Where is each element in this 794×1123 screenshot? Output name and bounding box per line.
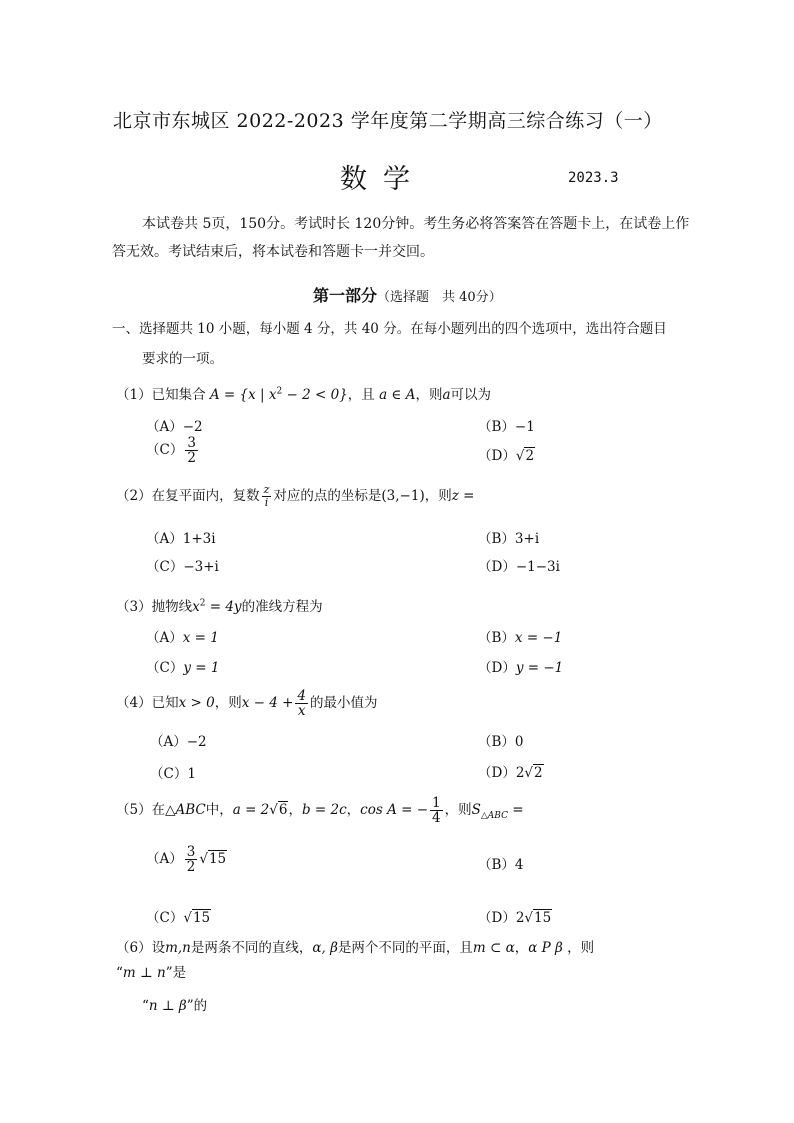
question-1-stem bbox=[116, 383, 491, 403]
question-6-stem bbox=[116, 936, 594, 956]
fraction-denominator: x bbox=[297, 703, 306, 720]
stem-math: m,n bbox=[165, 940, 191, 956]
fraction-denominator: 4 bbox=[432, 810, 441, 827]
option-label: （C） bbox=[150, 766, 188, 782]
q1-option-d bbox=[478, 444, 535, 464]
stem-math: x − 4 + bbox=[241, 695, 294, 712]
stem-math: α P β bbox=[528, 940, 563, 956]
part-title: 第一部分 bbox=[313, 286, 378, 305]
stem-text: 的最小值为 bbox=[310, 695, 378, 712]
option-coefficient: 2 bbox=[515, 765, 525, 781]
stem-math: = 4y bbox=[205, 599, 242, 615]
question-number: （4） bbox=[116, 695, 152, 712]
option-label: （D） bbox=[478, 910, 516, 926]
q4-option-c bbox=[150, 762, 196, 782]
stem-text: 是两条不同的直线， bbox=[190, 940, 313, 956]
stem-math: a = 2 bbox=[232, 802, 270, 819]
stem-text: ，且 bbox=[347, 387, 380, 403]
intro-line-1: 本试卷共 5页，150分。考试时长 120分钟。考生务必将答案答在答题卡上，在试卷上作 bbox=[142, 216, 690, 232]
fraction-denominator: 2 bbox=[186, 859, 196, 876]
stem-text: ，则 bbox=[562, 940, 595, 956]
stem-text: 中， bbox=[205, 802, 233, 819]
stem-text: “ bbox=[116, 965, 123, 981]
stem-text: ”的 bbox=[186, 998, 208, 1014]
stem-text: = bbox=[507, 802, 524, 819]
stem-text: ，则 bbox=[444, 802, 472, 819]
stem-math: a ∈ A bbox=[379, 387, 416, 403]
stem-math: cos A = − bbox=[360, 802, 429, 819]
stem-text: 的准线方程为 bbox=[241, 599, 323, 615]
stem-text: 已知集合 bbox=[151, 387, 210, 403]
question-number: （2） bbox=[116, 488, 152, 504]
q2-option-b bbox=[478, 527, 539, 547]
option-coefficient: 2 bbox=[515, 910, 525, 926]
option-label: （C） bbox=[146, 910, 184, 926]
option-label: （B） bbox=[478, 857, 515, 873]
stem-text: 已知 bbox=[151, 695, 179, 712]
option-label: （C） bbox=[146, 559, 184, 575]
q3-option-c bbox=[146, 656, 219, 676]
part-subtitle: （选择题 共 40分） bbox=[377, 290, 502, 305]
option-label: （B） bbox=[478, 531, 515, 547]
option-label: （A） bbox=[146, 419, 183, 435]
fraction-numerator: 1 bbox=[432, 795, 441, 811]
option-value: −1−3i bbox=[515, 559, 560, 575]
radicand: 15 bbox=[534, 910, 552, 926]
part-heading bbox=[313, 283, 502, 306]
q2-option-a bbox=[146, 527, 216, 547]
question-number: （1） bbox=[116, 387, 152, 403]
subject-title: 数学 bbox=[340, 164, 426, 195]
fraction-numerator: 3 bbox=[187, 435, 196, 451]
stem-exponent: 2 bbox=[199, 598, 206, 609]
option-sqrt: √2 bbox=[515, 448, 535, 464]
fraction-numerator: z bbox=[263, 483, 270, 497]
stem-text: 在复平面内，复数 bbox=[151, 488, 260, 504]
q1-option-a bbox=[146, 415, 203, 435]
stem-math: ABC bbox=[175, 802, 206, 819]
option-value: x = −1 bbox=[514, 630, 563, 646]
option-label: （B） bbox=[478, 630, 515, 646]
stem-math: z = bbox=[451, 488, 475, 504]
option-label: （A） bbox=[146, 851, 183, 868]
stem-math: S bbox=[471, 802, 481, 819]
stem-text: ，则 bbox=[214, 695, 242, 712]
stem-math: α, bbox=[312, 940, 326, 956]
option-value: −2 bbox=[182, 419, 203, 435]
question-5-stem bbox=[116, 796, 524, 825]
stem-text: ，则 bbox=[415, 387, 443, 403]
option-label: （C） bbox=[146, 442, 184, 459]
option-value: −3+i bbox=[183, 559, 219, 575]
stem-text: 在△ bbox=[151, 802, 176, 819]
q3-option-a bbox=[146, 626, 219, 646]
question-3-stem bbox=[116, 595, 323, 615]
question-2-stem bbox=[116, 484, 474, 509]
stem-text: ，则 bbox=[424, 488, 452, 504]
radicand: 2 bbox=[525, 448, 535, 464]
stem-subscript: △ABC bbox=[480, 810, 508, 821]
stem-math: n ⊥ β bbox=[148, 998, 187, 1014]
stem-text: ， bbox=[514, 940, 529, 956]
option-value: 1 bbox=[187, 766, 196, 782]
option-label: （A） bbox=[150, 734, 187, 750]
stem-text: 抛物线 bbox=[151, 599, 193, 615]
stem-text: 是两个不同的平面，且 bbox=[337, 940, 473, 956]
stem-math: (3,−1) bbox=[381, 488, 425, 504]
q5-option-c bbox=[146, 906, 211, 926]
stem-math: A = {x | x bbox=[209, 387, 277, 403]
radicand: 2 bbox=[534, 765, 543, 781]
stem-text: 可以为 bbox=[450, 387, 492, 403]
exam-title: 北京市东城区 2022-2023 学年度第二学期高三综合练习（一） bbox=[113, 110, 663, 132]
fraction-numerator: 4 bbox=[297, 688, 306, 704]
stem-fraction bbox=[295, 689, 308, 718]
exam-date: 2023.3 bbox=[568, 170, 619, 186]
option-fraction bbox=[185, 845, 198, 874]
question-number: （3） bbox=[116, 599, 152, 615]
option-value: 4 bbox=[514, 857, 524, 873]
q4-option-a bbox=[150, 730, 207, 750]
question-number: （6） bbox=[116, 940, 152, 956]
stem-math: − 2 < 0} bbox=[282, 387, 348, 403]
q5-option-a bbox=[146, 845, 227, 874]
q3-option-b bbox=[478, 626, 562, 646]
option-label: （D） bbox=[478, 765, 516, 781]
option-value: 3+i bbox=[514, 531, 540, 547]
stem-fraction bbox=[262, 484, 272, 508]
option-value: x = 1 bbox=[182, 630, 219, 646]
option-sqrt: √15 bbox=[199, 851, 227, 868]
fraction-denominator: i bbox=[264, 496, 269, 509]
radicand: 15 bbox=[192, 910, 211, 926]
stem-math: a bbox=[442, 387, 451, 403]
stem-sqrt: √6 bbox=[269, 802, 288, 819]
option-label: （C） bbox=[146, 660, 184, 676]
option-label: （D） bbox=[478, 448, 516, 464]
stem-math: b = 2c bbox=[301, 802, 347, 819]
q4-option-d bbox=[478, 761, 544, 781]
question-6-line-3 bbox=[142, 994, 207, 1014]
option-value: 1+3i bbox=[182, 531, 216, 547]
option-label: （A） bbox=[146, 531, 183, 547]
radicand: 6 bbox=[278, 802, 288, 819]
stem-math: β bbox=[325, 940, 338, 956]
option-value: y = 1 bbox=[183, 660, 220, 676]
q2-option-c bbox=[146, 555, 219, 575]
q1-option-b bbox=[478, 415, 535, 435]
stem-text: “ bbox=[142, 998, 149, 1014]
section-instruction-line-2: 要求的一项。 bbox=[142, 351, 223, 367]
q3-option-d bbox=[478, 656, 563, 676]
option-label: （A） bbox=[146, 630, 183, 646]
question-6-line-2 bbox=[116, 961, 186, 981]
option-sqrt: √15 bbox=[524, 910, 552, 926]
option-label: （B） bbox=[478, 419, 515, 435]
stem-fraction bbox=[430, 796, 443, 825]
intro-line-2: 答无效。考试结束后，将本试卷和答题卡一并交回。 bbox=[112, 244, 434, 260]
stem-text: 设 bbox=[151, 940, 166, 956]
fraction-numerator: 3 bbox=[186, 844, 196, 860]
option-value: −1 bbox=[514, 419, 535, 435]
option-label: （B） bbox=[478, 734, 515, 750]
stem-math: m ⊂ α bbox=[472, 940, 515, 956]
stem-text: 对应的点的坐标是 bbox=[273, 488, 382, 504]
stem-text: ， bbox=[346, 802, 361, 819]
radicand: 15 bbox=[208, 851, 227, 868]
option-value: 0 bbox=[514, 734, 524, 750]
q1-option-c bbox=[146, 436, 200, 465]
section-instruction-line-1: 一、选择题共 10 小题，每小题 4 分，共 40 分。在每小题列出的四个选项中，选出符合题目 bbox=[112, 321, 667, 337]
stem-text: ”是 bbox=[165, 965, 187, 981]
option-value: y = −1 bbox=[515, 660, 564, 676]
stem-text: ， bbox=[288, 802, 302, 819]
stem-math: x > 0 bbox=[178, 695, 215, 712]
option-label: （D） bbox=[478, 559, 516, 575]
question-4-stem bbox=[116, 689, 378, 718]
stem-math: x bbox=[192, 599, 200, 615]
q2-option-d bbox=[478, 555, 560, 575]
q5-option-d bbox=[478, 906, 552, 926]
q5-option-b bbox=[478, 853, 524, 873]
q4-option-b bbox=[478, 730, 524, 750]
option-value: −2 bbox=[186, 734, 207, 750]
option-sqrt: √2 bbox=[524, 765, 543, 781]
option-sqrt: √15 bbox=[183, 910, 211, 926]
option-label: （D） bbox=[478, 660, 516, 676]
stem-math: m ⊥ n bbox=[122, 965, 166, 981]
fraction-denominator: 2 bbox=[187, 450, 196, 467]
stem-exponent: 2 bbox=[276, 386, 283, 397]
option-fraction bbox=[185, 436, 198, 465]
question-number: （5） bbox=[116, 802, 152, 819]
